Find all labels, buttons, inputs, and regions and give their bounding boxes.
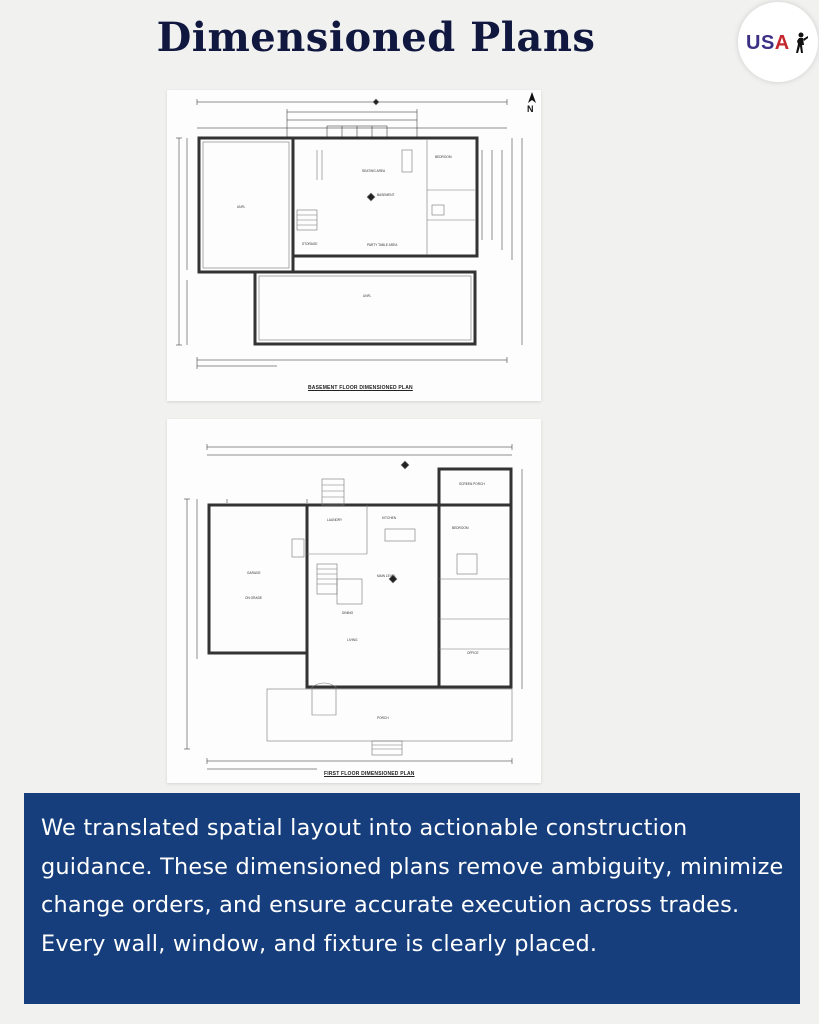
svg-text:PORCH: PORCH xyxy=(377,716,389,720)
svg-text:SEATING AREA: SEATING AREA xyxy=(362,169,386,173)
svg-text:PARTY TABLE AREA: PARTY TABLE AREA xyxy=(367,243,398,247)
logo-text-a: A xyxy=(774,32,790,54)
svg-text:UNFL: UNFL xyxy=(237,205,246,209)
description-panel xyxy=(24,793,800,1004)
first-floor-plan xyxy=(167,419,541,783)
svg-text:UNFL: UNFL xyxy=(363,294,372,298)
description-text: We translated spatial layout into actionable construction guidance. These dimensioned plans remove ambiguity, minimize change orders, and ensure accurate execution across trades. Every wall, window, and fixture is clearly placed. xyxy=(41,815,784,957)
svg-text:DINING: DINING xyxy=(342,611,354,615)
svg-text:ON GRADE: ON GRADE xyxy=(245,596,263,600)
svg-text:KITCHEN: KITCHEN xyxy=(382,516,396,520)
svg-text:SCREEN PORCH: SCREEN PORCH xyxy=(459,482,485,486)
svg-text:GARAGE: GARAGE xyxy=(247,571,261,575)
svg-text:BEDROOM: BEDROOM xyxy=(435,155,452,159)
worker-figure-icon xyxy=(793,32,809,54)
usa-logo xyxy=(738,2,818,82)
basement-plan-drawing xyxy=(167,90,541,401)
logo-text xyxy=(746,32,790,55)
north-arrow-label: N xyxy=(527,104,534,114)
page-title: Dimensioned Plans xyxy=(156,14,596,61)
basement-floor-plan xyxy=(167,90,541,401)
first-floor-plan-drawing xyxy=(167,419,541,783)
svg-text:BASEMENT: BASEMENT xyxy=(377,193,395,197)
svg-text:OFFICE: OFFICE xyxy=(467,651,479,655)
svg-text:LIVING: LIVING xyxy=(347,638,358,642)
svg-text:STORAGE: STORAGE xyxy=(302,242,318,246)
first-floor-plan-caption: FIRST FLOOR DIMENSIONED PLAN xyxy=(324,771,415,777)
logo-text-us: US xyxy=(746,32,775,54)
north-arrow-icon xyxy=(527,92,537,104)
svg-text:LAUNDRY: LAUNDRY xyxy=(327,518,343,522)
basement-plan-caption: BASEMENT FLOOR DIMENSIONED PLAN xyxy=(308,385,413,391)
svg-text:BEDROOM: BEDROOM xyxy=(452,526,469,530)
svg-text:MAIN LEVEL: MAIN LEVEL xyxy=(377,574,396,578)
